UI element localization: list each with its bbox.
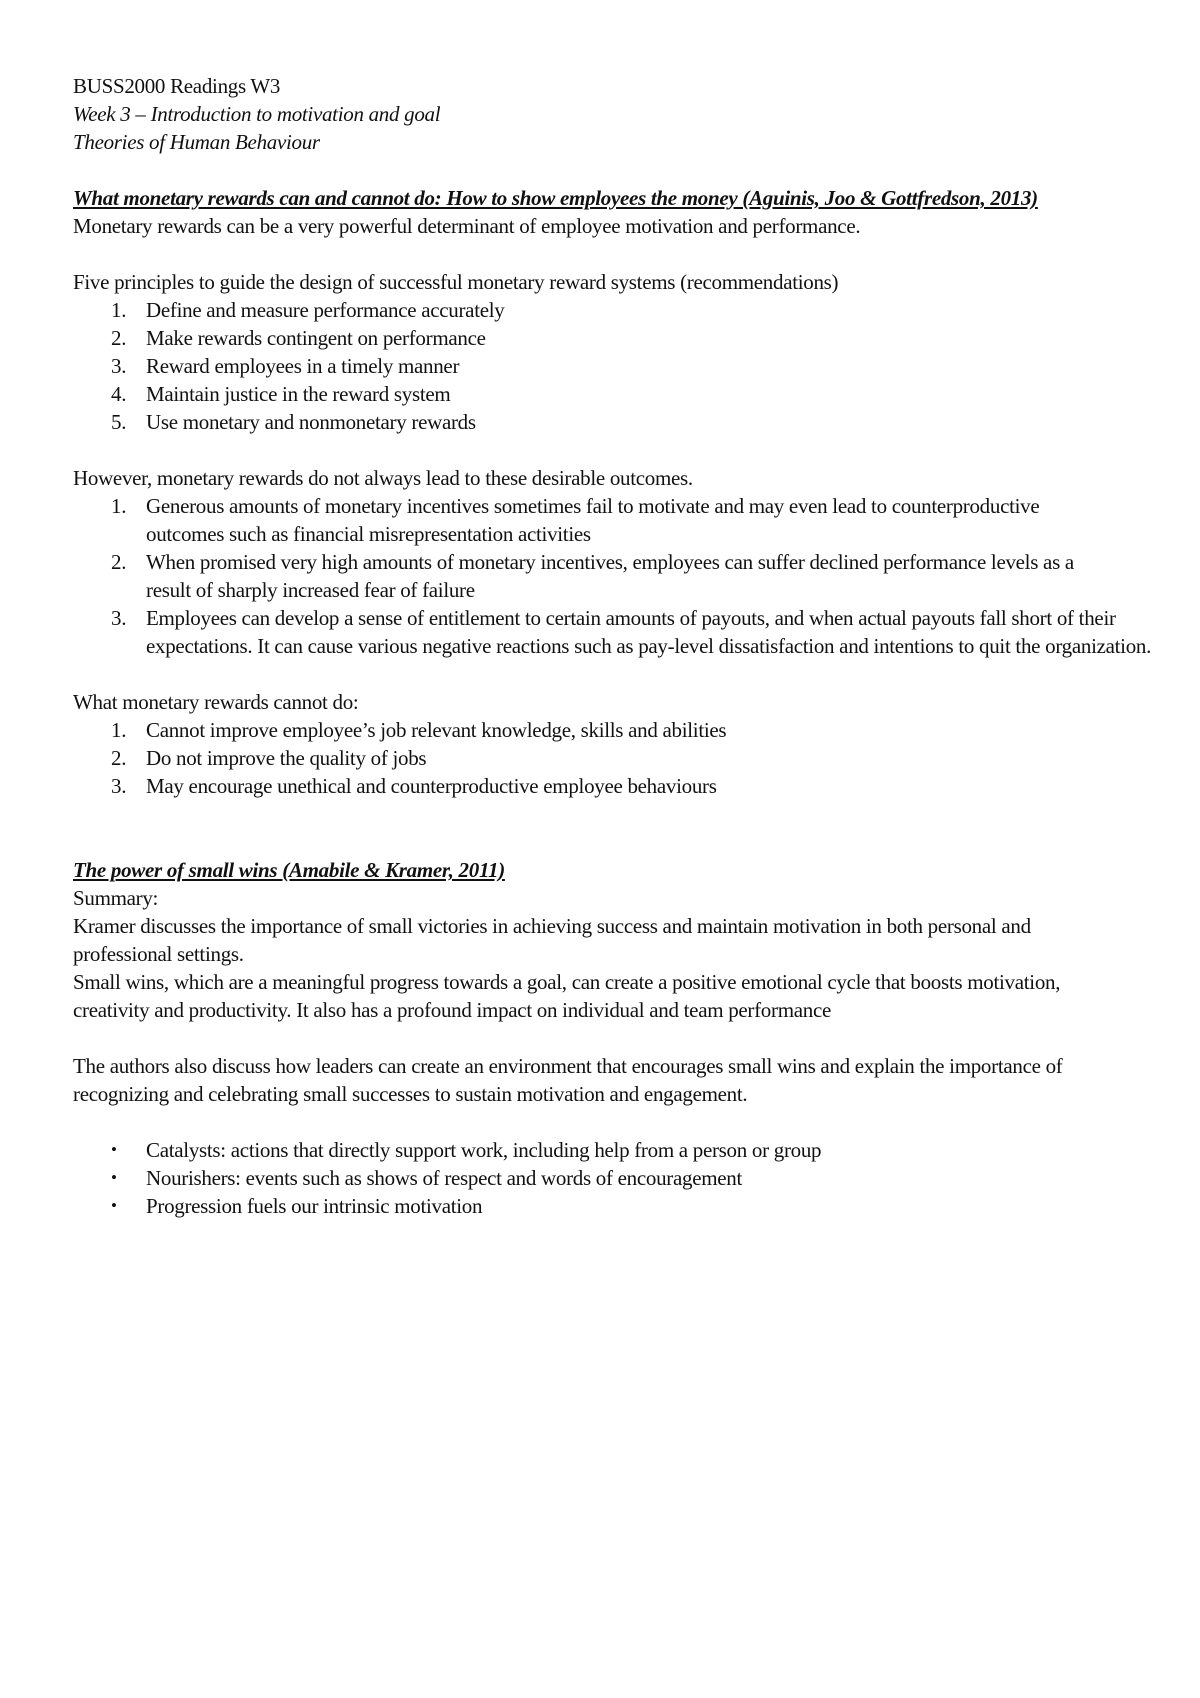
however-list [73,492,1152,660]
summary-label: Summary: [73,886,159,910]
however-intro: However, monetary rewards do not always lead to these desirable outcomes. [73,466,693,490]
cannot-list [73,716,1120,800]
small-wins-bullets [73,1136,1120,1220]
section-heading-monetary-rewards: What monetary rewards can and cannot do: How to show employees the money (Aguinis, Joo & Gottfredson, 2013) [73,186,1038,210]
list-item: 2. When promised very high amounts of monetary incentives, employees can suffer declined performance levels as a result of sharply increased fear of failure [111,550,1074,602]
course-title: BUSS2000 Readings W3 [73,74,281,98]
week-title: Week 3 – Introduction to motivation and goal [73,102,441,126]
list-item: • Nourishers: events such as shows of respect and words of encouragement [111,1166,742,1190]
summary-paragraph-2: Small wins, which are a meaningful progress towards a goal, can create a positive emotional cycle that boosts motivation, creativity and productivity. It also has a profound impact on individual and team performance [73,970,1061,1022]
principles-list [73,296,1120,436]
list-item: 5. Use monetary and nonmonetary rewards [111,410,476,434]
list-item: 1. Cannot improve employee’s job relevant knowledge, skills and abilities [111,718,727,742]
subtitle: Theories of Human Behaviour [73,130,320,154]
section-heading-small-wins: The power of small wins (Amabile & Kramer, 2011) [73,858,505,882]
summary-paragraph-1: Kramer discusses the importance of small victories in achieving success and maintain motivation in both personal and professional settings. [73,914,1031,966]
principles-intro: Five principles to guide the design of successful monetary reward systems (recommendations) [73,270,839,294]
list-item: • Catalysts: actions that directly support work, including help from a person or group [111,1138,822,1162]
list-item: 2. Do not improve the quality of jobs [111,746,427,770]
list-item: 3. May encourage unethical and counterproductive employee behaviours [111,774,717,798]
cannot-intro: What monetary rewards cannot do: [73,690,359,714]
list-item: 1. Define and measure performance accurately [111,298,505,322]
summary-paragraph-3: The authors also discuss how leaders can create an environment that encourages small wins and explain the importance of recognizing and celebrating small successes to sustain motivation and engagement. [73,1054,1063,1106]
list-item: 2. Make rewards contingent on performance [111,326,486,350]
list-item: 1. Generous amounts of monetary incentives sometimes fail to motivate and may even lead to counterproductive outcomes such as financial misrepresentation activities [111,494,1040,546]
list-item: 3. Reward employees in a timely manner [111,354,460,378]
intro-paragraph: Monetary rewards can be a very powerful determinant of employee motivation and performance. [73,214,861,238]
list-item: • Progression fuels our intrinsic motivation [111,1194,483,1218]
list-item: 4. Maintain justice in the reward system [111,382,451,406]
list-item: 3. Employees can develop a sense of entitlement to certain amounts of payouts, and when actual payouts fall short of their expectations. It can cause various negative reactions such as pay-level dissatisfaction and intentions to quit the organization. [111,606,1152,658]
